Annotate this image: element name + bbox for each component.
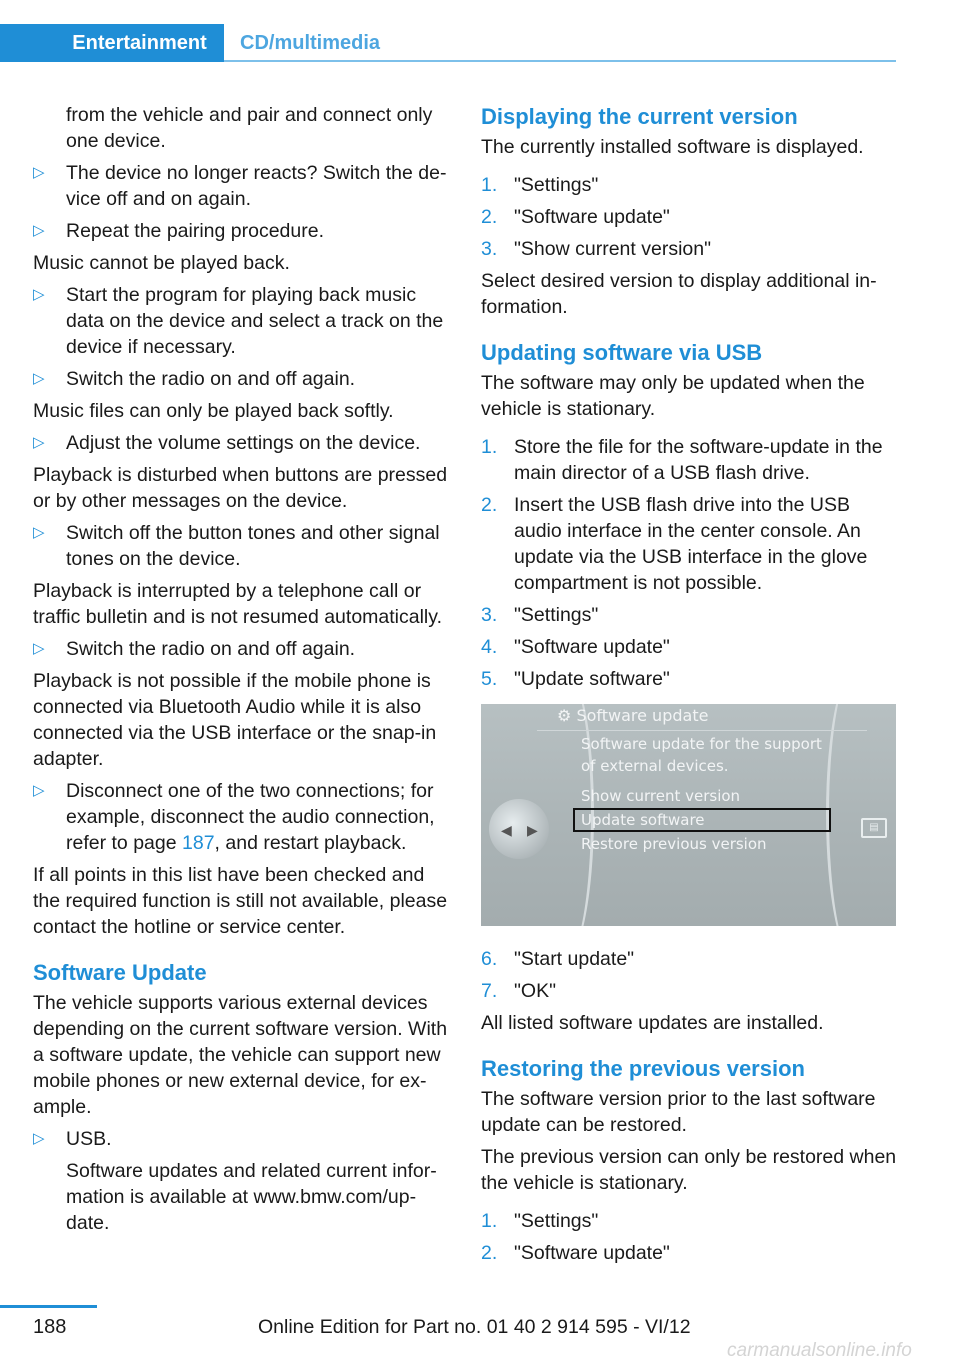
option-icon: ▤ (861, 818, 887, 838)
numbered-item: 2. Insert the USB flash drive into the USB audio interface in the center console. An update via the USB interface in the glove compartment is not possible. (481, 494, 868, 594)
paragraph: Playback is disturbed when buttons are pressed or by other messages on the device. (33, 464, 448, 512)
section-heading-display-version: Displaying the current version (481, 104, 798, 129)
numbered-item: 4. "Software update" (481, 636, 670, 658)
numbered-item: 3. "Show current version" (481, 238, 712, 260)
section-heading-software-update: Software Update (33, 960, 207, 985)
page-number: 188 (33, 1316, 67, 1338)
paragraph: Playback is interrupted by a telephone call or traffic bulletin and is not resumed automatically. (33, 580, 442, 628)
bullet-item: ▷ Repeat the pairing procedure. (33, 220, 325, 242)
screen-option-restore: Restore previous version (581, 835, 767, 853)
gear-icon: ⚙ (557, 706, 572, 725)
numbered-item: 5. "Update software" (481, 668, 670, 690)
paragraph: Select desired version to display additional information. (481, 270, 877, 318)
bullet-item: ▷ Switch the radio on and off again. (33, 368, 356, 390)
numbered-item: 3. "Settings" (481, 604, 599, 626)
screen-option-show-version: Show current version (581, 787, 741, 805)
edition-text: Online Edition for Part no. 01 40 2 914 595 - VI/12 (258, 1316, 691, 1338)
screen-description: of external devices. (581, 757, 729, 775)
left-column (33, 102, 449, 1242)
header-tab-cd-multimedia: CD/multimedia (240, 32, 381, 54)
triangle-bullet-icon: ▷ (33, 524, 45, 541)
idrive-screen-image (481, 704, 896, 926)
triangle-bullet-icon: ▷ (33, 782, 45, 799)
triangle-bullet-icon: ▷ (33, 222, 45, 239)
header-tab-entertainment: Entertainment (55, 24, 224, 62)
triangle-bullet-icon: ▷ (33, 164, 45, 181)
paragraph: The vehicle supports various external devices depending on the current software version. With a software update, the vehicle can support new mobile phones or new external device, for example. (33, 992, 448, 1118)
numbered-item: 2. "Software update" (481, 206, 670, 228)
bullet-item: ▷ USB. (33, 1128, 112, 1150)
screen-arc-right (826, 704, 889, 926)
paragraph: Music cannot be played back. (33, 252, 290, 274)
bullet-item: ▷ Disconnect one of the two connections; for example, disconnect the audio connection, refer to page 187, and restart playback. (33, 780, 435, 854)
paragraph: Software updates and related current information is available at www.bmw.com/update. (66, 1160, 437, 1234)
page-header (0, 0, 960, 64)
page-reference-link[interactable]: 187 (182, 832, 215, 854)
paragraph: The previous version can only be restored when the vehicle is stationary. (481, 1146, 897, 1194)
watermark: carmanualsonline.info (727, 1340, 912, 1361)
screen-option-update: Update software (581, 811, 705, 829)
paragraph: The software version prior to the last software update can be restored. (481, 1088, 876, 1136)
paragraph: The currently installed software is displayed. (481, 136, 864, 158)
numbered-item: 6. "Start update" (481, 948, 635, 970)
paragraph: All listed software updates are installed. (481, 1012, 824, 1034)
numbered-item: 1. Store the file for the software-update in the main director of a USB flash drive. (481, 436, 883, 484)
screen-divider (537, 730, 867, 731)
paragraph: Music files can only be played back softly. (33, 400, 394, 422)
triangle-bullet-icon: ▷ (33, 434, 45, 451)
numbered-item: 1. "Settings" (481, 1210, 599, 1232)
screen-title: ⚙ Software update (557, 706, 709, 725)
numbered-item: 7. "OK" (481, 980, 557, 1002)
paragraph: The software may only be updated when the vehicle is stationary. (481, 372, 865, 420)
header-accent-block (0, 24, 55, 62)
bullet-item: ▷ Start the program for playing back music data on the device and select a track on the device if necessary. (33, 284, 444, 358)
paragraph: from the vehicle and pair and connect only one device. (66, 104, 433, 152)
bullet-item: ▷ Switch the radio on and off again. (33, 638, 356, 660)
right-column (481, 102, 897, 1272)
triangle-bullet-icon: ▷ (33, 370, 45, 387)
section-heading-updating-software: Updating software via USB (481, 340, 763, 365)
controller-knob-icon: ◀ ▶ (489, 799, 549, 859)
screen-description: Software update for the support (581, 735, 822, 753)
footer-rule (0, 1305, 97, 1308)
numbered-item: 1. "Settings" (481, 174, 599, 196)
paragraph: Playback is not possible if the mobile phone is connected via Bluetooth Audio while it is also connected via the USB interface or the snap-in adapter. (33, 670, 437, 770)
bullet-item: ▷ Adjust the volume settings on the device. (33, 432, 421, 454)
triangle-bullet-icon: ▷ (33, 640, 45, 657)
bullet-item: ▷ The device no longer reacts? Switch the device off and on again. (33, 162, 447, 210)
bullet-item: ▷ Switch off the button tones and other signal tones on the device. (33, 522, 440, 570)
numbered-item: 2. "Software update" (481, 1242, 670, 1264)
section-heading-restoring: Restoring the previous version (481, 1056, 805, 1081)
triangle-bullet-icon: ▷ (33, 286, 45, 303)
triangle-bullet-icon: ▷ (33, 1130, 45, 1147)
header-rule (224, 60, 896, 62)
paragraph: If all points in this list have been checked and the required function is still not available, please contact the hotline or service center. (33, 864, 448, 938)
